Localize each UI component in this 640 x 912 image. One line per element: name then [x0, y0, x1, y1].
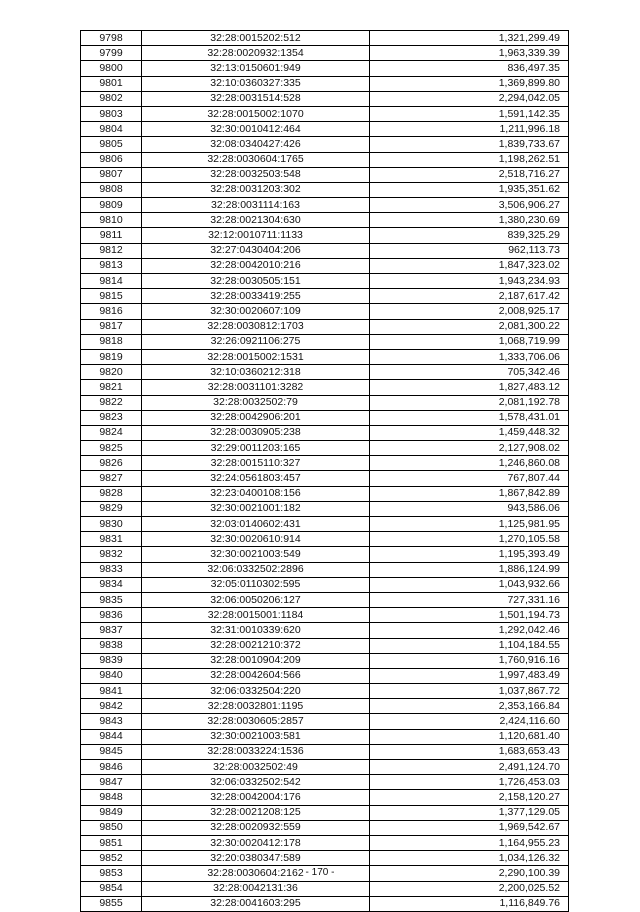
cadastral-number-cell: 32:30:0010412:464 [142, 122, 370, 137]
table-row [81, 896, 569, 911]
record-number-cell: 9807 [81, 167, 142, 182]
cadastral-number-cell: 32:28:0021208:125 [142, 805, 370, 820]
table-row [81, 365, 569, 380]
table-row [81, 410, 569, 425]
table-row [81, 501, 569, 516]
cadastral-number-cell: 32:28:0033419:255 [142, 289, 370, 304]
amount-cell: 2,290,100.39 [370, 866, 569, 881]
record-number-cell: 9852 [81, 851, 142, 866]
record-number-cell: 9816 [81, 304, 142, 319]
record-number-cell: 9851 [81, 835, 142, 850]
amount-cell: 1,963,339.39 [370, 46, 569, 61]
record-number-cell: 9802 [81, 91, 142, 106]
cadastral-number-cell: 32:28:0015001:1184 [142, 608, 370, 623]
table-row [81, 547, 569, 562]
record-number-cell: 9850 [81, 820, 142, 835]
cadastral-number-cell: 32:28:0015002:1531 [142, 349, 370, 364]
record-number-cell: 9833 [81, 562, 142, 577]
table-row [81, 395, 569, 410]
table-row [81, 456, 569, 471]
record-number-cell: 9799 [81, 46, 142, 61]
amount-cell: 1,125,981.95 [370, 517, 569, 532]
cadastral-number-cell: 32:28:0015202:512 [142, 31, 370, 46]
cadastral-number-cell: 32:23:0400108:156 [142, 486, 370, 501]
record-number-cell: 9848 [81, 790, 142, 805]
table-row [81, 61, 569, 76]
table-row [81, 213, 569, 228]
amount-cell: 1,591,142.35 [370, 106, 569, 121]
amount-cell: 2,424,116.60 [370, 714, 569, 729]
record-number-cell: 9831 [81, 532, 142, 547]
amount-cell: 2,081,192.78 [370, 395, 569, 410]
table-row [81, 729, 569, 744]
record-number-cell: 9830 [81, 517, 142, 532]
record-number-cell: 9820 [81, 365, 142, 380]
amount-cell: 839,325.29 [370, 228, 569, 243]
table-row [81, 744, 569, 759]
amount-cell: 1,037,867.72 [370, 684, 569, 699]
table-row [81, 334, 569, 349]
table-row [81, 471, 569, 486]
cadastral-number-cell: 32:24:0561803:457 [142, 471, 370, 486]
table-row [81, 274, 569, 289]
amount-cell: 1,726,453.03 [370, 775, 569, 790]
cadastral-number-cell: 32:30:0020607:109 [142, 304, 370, 319]
record-number-cell: 9855 [81, 896, 142, 911]
amount-cell: 1,034,126.32 [370, 851, 569, 866]
record-number-cell: 9854 [81, 881, 142, 896]
amount-cell: 3,506,906.27 [370, 198, 569, 213]
table-row [81, 167, 569, 182]
record-number-cell: 9821 [81, 380, 142, 395]
cadastral-number-cell: 32:30:0021001:182 [142, 501, 370, 516]
record-number-cell: 9845 [81, 744, 142, 759]
cadastral-number-cell: 32:28:0020932:1354 [142, 46, 370, 61]
table-row [81, 653, 569, 668]
table-row [81, 684, 569, 699]
record-number-cell: 9846 [81, 760, 142, 775]
record-number-cell: 9842 [81, 699, 142, 714]
record-number-cell: 9803 [81, 106, 142, 121]
page-number: - 170 - [305, 867, 335, 878]
cadastral-number-cell: 32:06:0332502:542 [142, 775, 370, 790]
cadastral-number-cell: 32:28:0042004:176 [142, 790, 370, 805]
amount-cell: 1,246,860.08 [370, 456, 569, 471]
cadastral-number-cell: 32:06:0050206:127 [142, 592, 370, 607]
amount-cell: 2,008,925.17 [370, 304, 569, 319]
record-number-cell: 9805 [81, 137, 142, 152]
amount-cell: 1,068,719.99 [370, 334, 569, 349]
cadastral-number-cell: 32:27:0430404:206 [142, 243, 370, 258]
amount-cell: 1,501,194.73 [370, 608, 569, 623]
table-row [81, 760, 569, 775]
table-row [81, 198, 569, 213]
amount-cell: 1,935,351.62 [370, 182, 569, 197]
table-row [81, 714, 569, 729]
record-number-cell: 9828 [81, 486, 142, 501]
amount-cell: 1,839,733.67 [370, 137, 569, 152]
cadastral-number-cell: 32:12:0010711:1133 [142, 228, 370, 243]
cadastral-number-cell: 32:28:0030505:151 [142, 274, 370, 289]
record-number-cell: 9815 [81, 289, 142, 304]
amount-cell: 1,380,230.69 [370, 213, 569, 228]
amount-cell: 2,158,120.27 [370, 790, 569, 805]
table-row [81, 881, 569, 896]
cadastral-number-cell: 32:06:0332502:2896 [142, 562, 370, 577]
amount-cell: 1,997,483.49 [370, 668, 569, 683]
record-number-cell: 9819 [81, 349, 142, 364]
table-row [81, 349, 569, 364]
record-number-cell: 9853 [81, 866, 142, 881]
amount-cell: 2,294,042.05 [370, 91, 569, 106]
table-row [81, 91, 569, 106]
cadastral-number-cell: 32:28:0031101:3282 [142, 380, 370, 395]
record-number-cell: 9838 [81, 638, 142, 653]
record-number-cell: 9806 [81, 152, 142, 167]
amount-cell: 1,369,899.80 [370, 76, 569, 91]
table-row [81, 441, 569, 456]
amount-cell: 1,104,184.55 [370, 638, 569, 653]
table-row [81, 699, 569, 714]
cadastral-number-cell: 32:10:0360327:335 [142, 76, 370, 91]
cadastral-number-cell: 32:30:0021003:581 [142, 729, 370, 744]
record-number-cell: 9823 [81, 410, 142, 425]
record-number-cell: 9849 [81, 805, 142, 820]
amount-cell: 1,198,262.51 [370, 152, 569, 167]
amount-cell: 2,127,908.02 [370, 441, 569, 456]
record-number-cell: 9818 [81, 334, 142, 349]
cadastral-number-cell: 32:30:0021003:549 [142, 547, 370, 562]
cadastral-number-cell: 32:28:0032502:49 [142, 760, 370, 775]
record-number-cell: 9813 [81, 258, 142, 273]
record-number-cell: 9836 [81, 608, 142, 623]
cadastral-number-cell: 32:28:0021210:372 [142, 638, 370, 653]
table-row [81, 46, 569, 61]
amount-cell: 2,491,124.70 [370, 760, 569, 775]
table-row [81, 638, 569, 653]
record-number-cell: 9825 [81, 441, 142, 456]
table-row [81, 304, 569, 319]
amount-cell: 705,342.46 [370, 365, 569, 380]
records-table-body [81, 31, 569, 912]
amount-cell: 1,867,842.89 [370, 486, 569, 501]
amount-cell: 1,886,124.99 [370, 562, 569, 577]
record-number-cell: 9798 [81, 31, 142, 46]
record-number-cell: 9817 [81, 319, 142, 334]
record-number-cell: 9837 [81, 623, 142, 638]
record-number-cell: 9824 [81, 425, 142, 440]
record-number-cell: 9840 [81, 668, 142, 683]
table-row [81, 258, 569, 273]
amount-cell: 836,497.35 [370, 61, 569, 76]
cadastral-number-cell: 32:13:0150601:949 [142, 61, 370, 76]
cadastral-number-cell: 32:28:0031203:302 [142, 182, 370, 197]
table-row [81, 851, 569, 866]
table-row [81, 517, 569, 532]
amount-cell: 1,043,932.66 [370, 577, 569, 592]
amount-cell: 1,164,955.23 [370, 835, 569, 850]
record-number-cell: 9808 [81, 182, 142, 197]
table-row [81, 835, 569, 850]
cadastral-number-cell: 32:28:0033224:1536 [142, 744, 370, 759]
amount-cell: 2,081,300.22 [370, 319, 569, 334]
cadastral-number-cell: 32:28:0031114:163 [142, 198, 370, 213]
record-number-cell: 9847 [81, 775, 142, 790]
cadastral-number-cell: 32:28:0042010:216 [142, 258, 370, 273]
record-number-cell: 9841 [81, 684, 142, 699]
table-row [81, 425, 569, 440]
record-number-cell: 9835 [81, 592, 142, 607]
table-row [81, 106, 569, 121]
records-table [80, 30, 569, 912]
cadastral-number-cell: 32:28:0030604:1765 [142, 152, 370, 167]
amount-cell: 1,211,996.18 [370, 122, 569, 137]
cadastral-number-cell: 32:28:0010904:209 [142, 653, 370, 668]
cadastral-number-cell: 32:06:0332504:220 [142, 684, 370, 699]
table-row [81, 805, 569, 820]
amount-cell: 962,113.73 [370, 243, 569, 258]
cadastral-number-cell: 32:31:0010339:620 [142, 623, 370, 638]
table-row [81, 380, 569, 395]
cadastral-number-cell: 32:28:0031514:528 [142, 91, 370, 106]
table-row [81, 228, 569, 243]
table-row [81, 562, 569, 577]
amount-cell: 1,943,234.93 [370, 274, 569, 289]
cadastral-number-cell: 32:28:0015002:1070 [142, 106, 370, 121]
record-number-cell: 9839 [81, 653, 142, 668]
cadastral-number-cell: 32:28:0030812:1703 [142, 319, 370, 334]
cadastral-number-cell: 32:28:0042131:36 [142, 881, 370, 896]
record-number-cell: 9814 [81, 274, 142, 289]
record-number-cell: 9843 [81, 714, 142, 729]
cadastral-number-cell: 32:28:0030605:2857 [142, 714, 370, 729]
table-row [81, 76, 569, 91]
cadastral-number-cell: 32:28:0042604:566 [142, 668, 370, 683]
table-row [81, 775, 569, 790]
amount-cell: 1,270,105.58 [370, 532, 569, 547]
amount-cell: 1,683,653.43 [370, 744, 569, 759]
cadastral-number-cell: 32:28:0021304:630 [142, 213, 370, 228]
table-row [81, 182, 569, 197]
amount-cell: 1,195,393.49 [370, 547, 569, 562]
table-row [81, 820, 569, 835]
table-row [81, 122, 569, 137]
table-row [81, 152, 569, 167]
cadastral-number-cell: 32:03:0140602:431 [142, 517, 370, 532]
record-number-cell: 9844 [81, 729, 142, 744]
cadastral-number-cell: 32:10:0360212:318 [142, 365, 370, 380]
amount-cell: 2,200,025.52 [370, 881, 569, 896]
cadastral-number-cell: 32:20:0380347:589 [142, 851, 370, 866]
record-number-cell: 9834 [81, 577, 142, 592]
amount-cell: 2,187,617.42 [370, 289, 569, 304]
amount-cell: 943,586.06 [370, 501, 569, 516]
cadastral-number-cell: 32:28:0015110:327 [142, 456, 370, 471]
record-number-cell: 9804 [81, 122, 142, 137]
table-row [81, 592, 569, 607]
amount-cell: 1,377,129.05 [370, 805, 569, 820]
cadastral-number-cell: 32:08:0340427:426 [142, 137, 370, 152]
amount-cell: 1,827,483.12 [370, 380, 569, 395]
record-number-cell: 9801 [81, 76, 142, 91]
table-row [81, 319, 569, 334]
table-row [81, 289, 569, 304]
amount-cell: 1,578,431.01 [370, 410, 569, 425]
cadastral-number-cell: 32:28:0020932:559 [142, 820, 370, 835]
amount-cell: 1,321,299.49 [370, 31, 569, 46]
cadastral-number-cell: 32:29:0011203:165 [142, 441, 370, 456]
record-number-cell: 9810 [81, 213, 142, 228]
amount-cell: 1,969,542.67 [370, 820, 569, 835]
table-row [81, 790, 569, 805]
cadastral-number-cell: 32:05:0110302:595 [142, 577, 370, 592]
table-row [81, 31, 569, 46]
record-number-cell: 9812 [81, 243, 142, 258]
amount-cell: 727,331.16 [370, 592, 569, 607]
cadastral-number-cell: 32:26:0921106:275 [142, 334, 370, 349]
amount-cell: 2,518,716.27 [370, 167, 569, 182]
table-row [81, 532, 569, 547]
table-row [81, 137, 569, 152]
cadastral-number-cell: 32:30:0020412:178 [142, 835, 370, 850]
cadastral-number-cell: 32:28:0032503:548 [142, 167, 370, 182]
amount-cell: 1,116,849.76 [370, 896, 569, 911]
amount-cell: 2,353,166.84 [370, 699, 569, 714]
record-number-cell: 9829 [81, 501, 142, 516]
amount-cell: 1,847,323.02 [370, 258, 569, 273]
record-number-cell: 9811 [81, 228, 142, 243]
cadastral-number-cell: 32:28:0032801:1195 [142, 699, 370, 714]
amount-cell: 767,807.44 [370, 471, 569, 486]
table-row [81, 668, 569, 683]
table-row [81, 623, 569, 638]
cadastral-number-cell: 32:28:0030604:2162 [142, 866, 370, 881]
cadastral-number-cell: 32:28:0041603:295 [142, 896, 370, 911]
amount-cell: 1,333,706.06 [370, 349, 569, 364]
table-row [81, 486, 569, 501]
cadastral-number-cell: 32:28:0032502:79 [142, 395, 370, 410]
cadastral-number-cell: 32:28:0042906:201 [142, 410, 370, 425]
table-row [81, 608, 569, 623]
record-number-cell: 9832 [81, 547, 142, 562]
record-number-cell: 9826 [81, 456, 142, 471]
cadastral-number-cell: 32:28:0030905:238 [142, 425, 370, 440]
record-number-cell: 9800 [81, 61, 142, 76]
amount-cell: 1,760,916.16 [370, 653, 569, 668]
amount-cell: 1,120,681.40 [370, 729, 569, 744]
cadastral-number-cell: 32:30:0020610:914 [142, 532, 370, 547]
table-row [81, 577, 569, 592]
record-number-cell: 9827 [81, 471, 142, 486]
table-row [81, 243, 569, 258]
record-number-cell: 9809 [81, 198, 142, 213]
record-number-cell: 9822 [81, 395, 142, 410]
amount-cell: 1,459,448.32 [370, 425, 569, 440]
amount-cell: 1,292,042.46 [370, 623, 569, 638]
